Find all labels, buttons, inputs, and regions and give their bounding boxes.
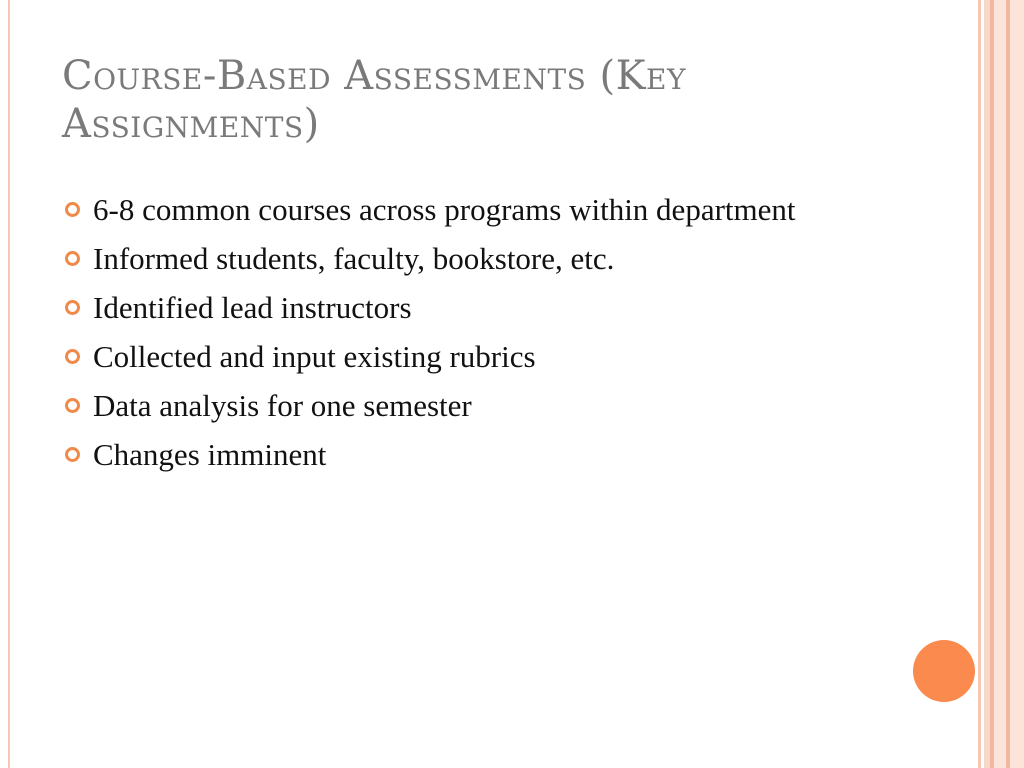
circle-bullet-icon <box>65 202 80 217</box>
slide-title: Course-Based Assessments (Key Assignments) <box>62 53 686 147</box>
bullet-item <box>62 239 902 278</box>
bullet-item <box>62 435 902 474</box>
bullet-text: Data analysis for one semester <box>93 388 472 423</box>
bullet-text: Collected and input existing rubrics <box>93 339 536 374</box>
bullet-item <box>62 190 902 229</box>
bullet-item <box>62 386 902 425</box>
right-stripe-1 <box>978 0 981 768</box>
circle-bullet-icon <box>65 251 80 266</box>
bullet-text: 6-8 common courses across programs within department <box>93 192 796 227</box>
orange-circle-decoration <box>913 640 975 702</box>
bullet-list <box>62 190 902 484</box>
circle-bullet-icon <box>65 398 80 413</box>
circle-bullet-icon <box>65 447 80 462</box>
bullet-item <box>62 288 902 327</box>
right-stripe-4 <box>994 0 1006 768</box>
right-stripe-6 <box>1010 0 1024 768</box>
bullet-text: Changes imminent <box>93 437 327 472</box>
left-border-rule <box>8 0 10 768</box>
bullet-text: Identified lead instructors <box>93 290 412 325</box>
circle-bullet-icon <box>65 349 80 364</box>
bullet-text: Informed students, faculty, bookstore, etc. <box>93 241 615 276</box>
bullet-item <box>62 337 902 376</box>
circle-bullet-icon <box>65 300 80 315</box>
